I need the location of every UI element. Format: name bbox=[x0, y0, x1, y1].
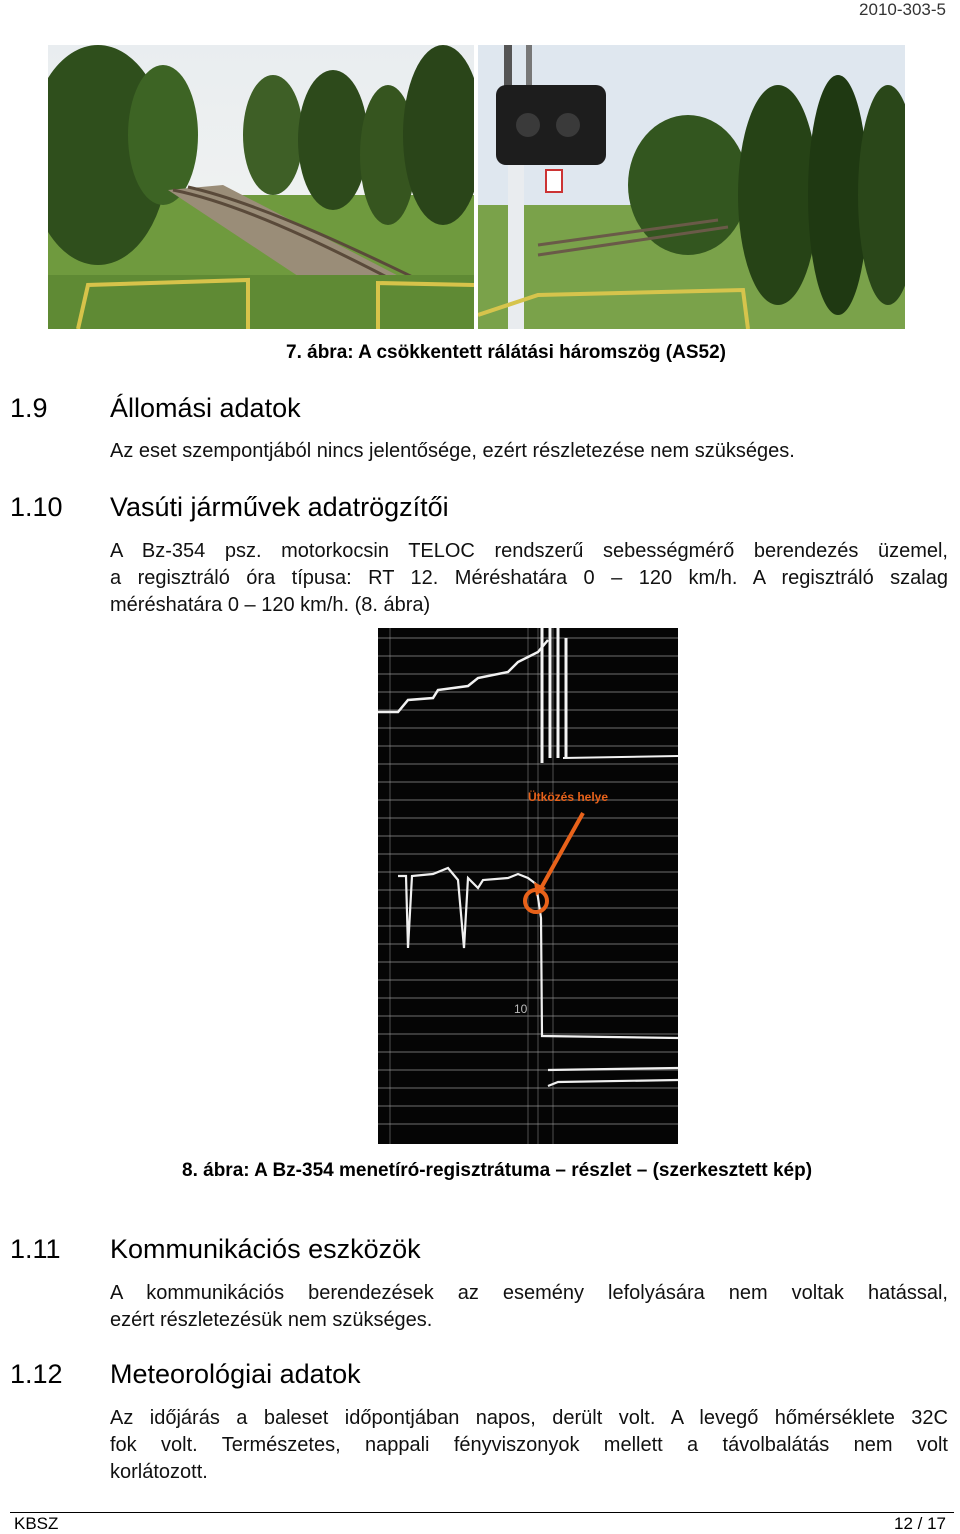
section-1-10-line1: A Bz-354 psz. motorkocsin TELOC rendszerű sebességmérő berendezés üzemel, bbox=[110, 540, 948, 562]
tick-label: 10 bbox=[514, 1002, 528, 1016]
section-1-10-number: 1.10 bbox=[10, 492, 63, 522]
section-1-9-number: 1.9 bbox=[10, 393, 48, 423]
section-1-9-title: Állomási adatok bbox=[110, 393, 301, 423]
section-1-12-line1: Az időjárás a baleset időpontjában napos, derült volt. A levegő hőmérséklete 32C bbox=[110, 1407, 948, 1429]
page-number: 12 / 17 bbox=[894, 1514, 946, 1533]
figure8-caption: 8. ábra: A Bz-354 menetíró-regisztrátuma – részlet – (szerkesztett kép) bbox=[182, 1160, 813, 1181]
section-1-12-line2: fok volt. Természetes, nappali fényviszonyok mellett a távolbalátás nem volt bbox=[110, 1434, 948, 1456]
figure7-caption: 7. ábra: A csökkentett rálátási háromszög (AS52) bbox=[286, 342, 726, 363]
document-id: 2010-303-5 bbox=[859, 0, 946, 19]
tachograph-recording bbox=[378, 628, 678, 1144]
footer-divider bbox=[10, 1512, 954, 1513]
section-1-10-line2: a regisztráló óra típusa: RT 12. Méréshatára 0 – 120 km/h. A regisztráló szalag bbox=[110, 567, 948, 589]
railway-signal-photo bbox=[478, 45, 905, 329]
section-1-11-number: 1.11 bbox=[10, 1234, 61, 1264]
section-1-12-title: Meteorológiai adatok bbox=[110, 1359, 361, 1389]
section-1-11-line2: ezért részletezésük nem szükséges. bbox=[110, 1309, 433, 1331]
tachograph-image bbox=[378, 628, 678, 1144]
section-1-10-title: Vasúti járművek adatrögzítői bbox=[110, 492, 449, 522]
railway-track-image bbox=[48, 45, 474, 329]
section-1-12-line3: korlátozott. bbox=[110, 1461, 208, 1483]
section-1-10-line3: méréshatára 0 – 120 km/h. (8. ábra) bbox=[110, 594, 431, 616]
section-1-11-title: Kommunikációs eszközök bbox=[110, 1234, 421, 1264]
section-1-12-number: 1.12 bbox=[10, 1359, 63, 1389]
section-1-9-body: Az eset szempontjából nincs jelentősége, ezért részletezése nem szükséges. bbox=[110, 440, 795, 462]
railway-signal-image bbox=[478, 45, 905, 329]
railway-track-photo bbox=[48, 45, 474, 329]
section-1-11-line1: A kommunikációs berendezések az esemény lefolyására nem voltak hatással, bbox=[110, 1282, 948, 1304]
footer-org: KBSZ bbox=[14, 1514, 59, 1533]
collision-annotation: Ütközés helye bbox=[528, 790, 609, 804]
